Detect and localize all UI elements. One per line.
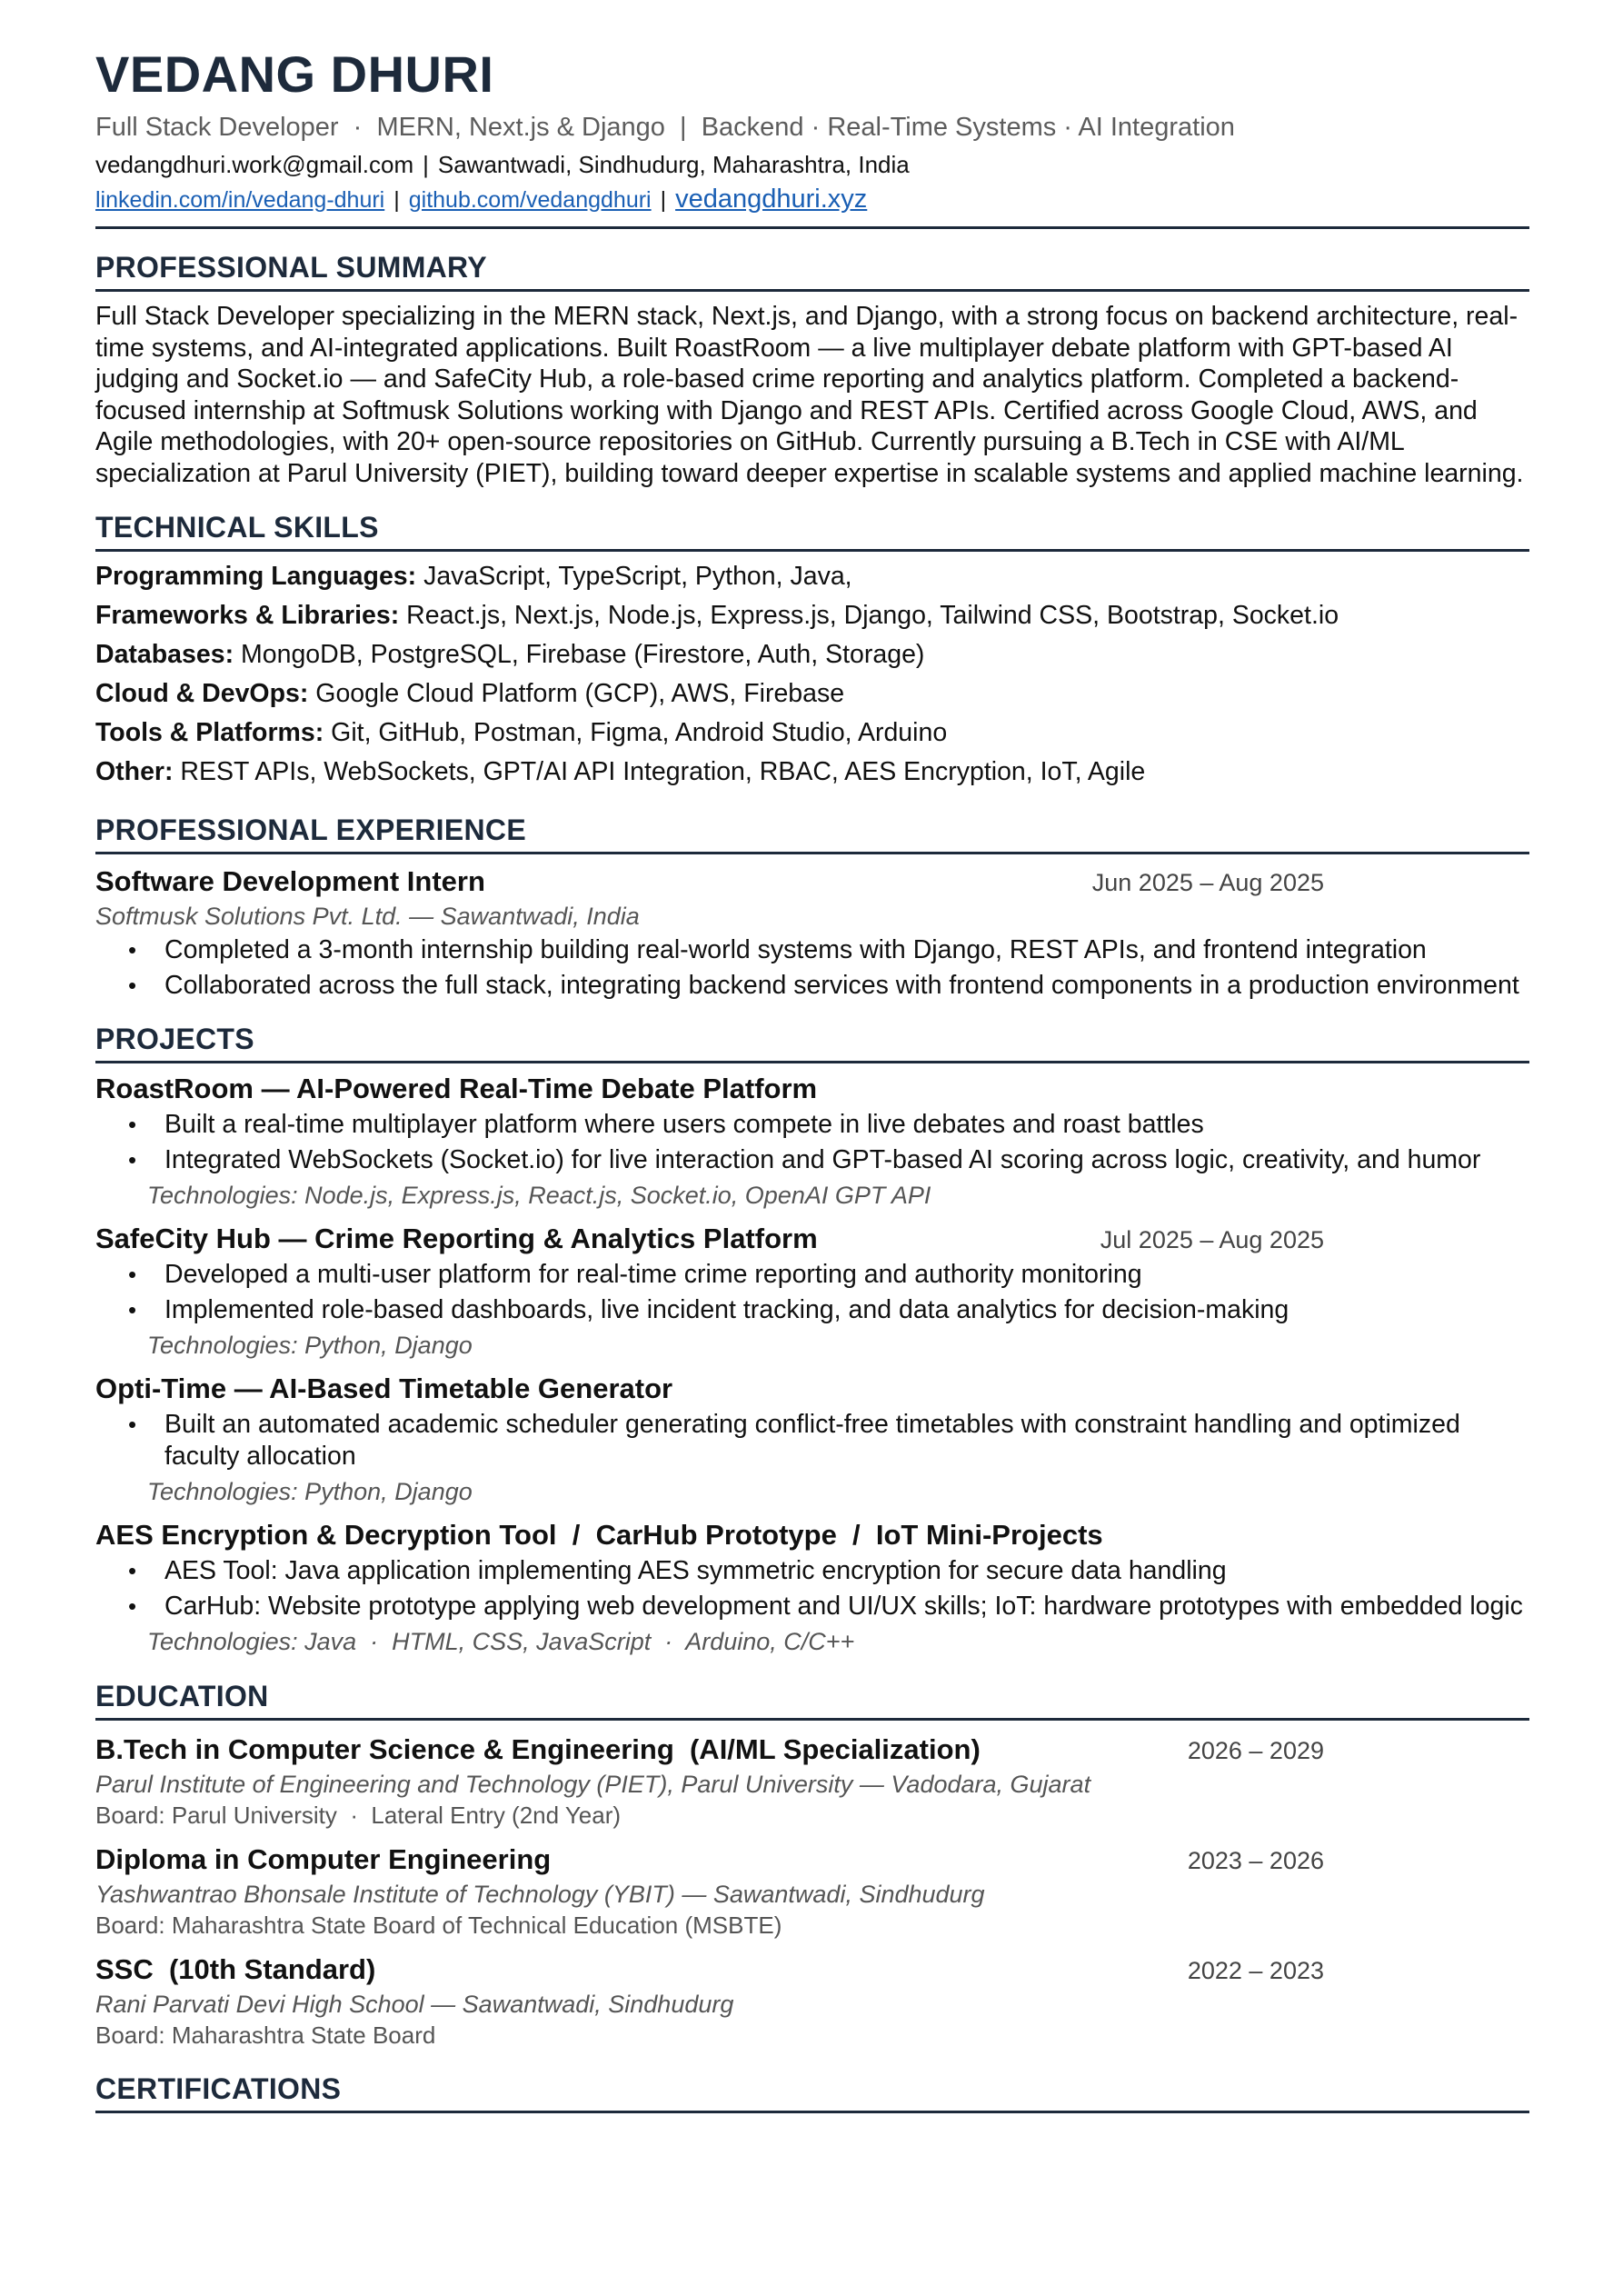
bullet-item: • Collaborated across the full stack, integrating backend services with frontend components in a production environment: [95, 970, 1529, 1002]
bullet-item: • Implemented role-based dashboards, live incident tracking, and data analytics for decision-making: [95, 1294, 1529, 1326]
project-header: [95, 1221, 1529, 1257]
skill-value: Google Cloud Platform (GCP), AWS, Firebase: [315, 679, 845, 708]
skill-label: Programming Languages:: [95, 562, 417, 591]
summary-text: Full Stack Developer specializing in the MERN stack, Next.js, and Django, with a strong focus on backend architecture, real-time systems, and AI-integrated applications. Built RoastRoom — a live multiplayer debate platform with GPT-based AI judging and Socket.io — and SafeCity Hub, a role-based crime reporting and analytics platform. Completed a backend-focused internship at Softmusk Solutions working with Django and REST APIs. Certified across Google Cloud, AWS, and Agile methodologies, with 20+ open-source repositories on GitHub. Currently pursuing a B.Tech in CSE with AI/ML specialization at Parul University (PIET), building toward deeper expertise in scalable systems and applied machine learning.: [95, 302, 1524, 488]
section-title-experience: PROFESSIONAL EXPERIENCE: [95, 812, 1529, 854]
skills-list: [95, 557, 1529, 792]
bullet-item: • AES Tool: Java application implementing AES symmetric encryption for secure data handling: [95, 1555, 1529, 1587]
education-degree: B.Tech in Computer Science & Engineering (AI/ML Specialization): [95, 1733, 981, 1765]
education-dates: 2026 – 2029: [1187, 1737, 1324, 1764]
education-entry: [95, 1842, 1529, 1941]
skill-row: [95, 557, 1529, 596]
education-degree: SSC (10th Standard): [95, 1953, 376, 1985]
header-divider: [95, 226, 1529, 229]
skill-row: [95, 596, 1529, 635]
education-entry: [95, 1732, 1529, 1831]
project-bullets: [95, 1259, 1529, 1325]
education-header: [95, 1952, 1529, 1988]
project-header: [95, 1071, 1529, 1107]
links-line: [95, 182, 1529, 217]
candidate-name: VEDANG DHURI: [95, 45, 494, 103]
education-entry: [95, 1952, 1529, 2051]
contact-separator: |: [423, 151, 429, 178]
project-technologies: Technologies: Python, Django: [147, 1332, 473, 1359]
experience-company: Softmusk Solutions Pvt. Ltd. — Sawantwadi, India: [95, 903, 640, 930]
skill-row: [95, 753, 1529, 792]
skill-value: Git, GitHub, Postman, Figma, Android Studio, Arduino: [331, 718, 948, 747]
education-degree: Diploma in Computer Engineering: [95, 1843, 552, 1875]
bullet-item: • Integrated WebSockets (Socket.io) for live interaction and GPT-based AI scoring across logic, creativity, and humor: [95, 1144, 1529, 1176]
project-name: RoastRoom — AI-Powered Real-Time Debate Platform: [95, 1073, 818, 1104]
website-link[interactable]: vedangdhuri.xyz: [675, 185, 868, 214]
candidate-tagline: Full Stack Developer · MERN, Next.js & Django | Backend · Real-Time Systems · AI Integration: [95, 113, 1235, 142]
education-board: Board: Parul University · Lateral Entry (2nd Year): [95, 1802, 622, 1829]
education-header: [95, 1732, 1529, 1768]
project-bullets: [95, 1109, 1529, 1175]
experience-dates: Jun 2025 – Aug 2025: [1091, 869, 1324, 896]
link-separator: |: [393, 187, 400, 213]
project-technologies: Technologies: Python, Django: [147, 1478, 473, 1505]
project-bullets: [95, 1409, 1529, 1472]
project-dates: Jul 2025 – Aug 2025: [1100, 1226, 1324, 1253]
skill-value: JavaScript, TypeScript, Python, Java,: [423, 562, 852, 591]
skill-row: [95, 635, 1529, 674]
skill-row: [95, 714, 1529, 753]
experience-bullets: [95, 934, 1529, 1001]
education-school: Parul Institute of Engineering and Technology (PIET), Parul University — Vadodara, Gujarat: [95, 1771, 1091, 1798]
education-school: Yashwantrao Bhonsale Institute of Technology (YBIT) — Sawantwadi, Sindhudurg: [95, 1881, 985, 1908]
experience-role: Software Development Intern: [95, 865, 485, 897]
section-title-projects: PROJECTS: [95, 1021, 1529, 1063]
link-separator: |: [660, 187, 667, 213]
bullet-item: • Built an automated academic scheduler generating conflict-free timetables with constraint handling and optimized faculty allocation: [95, 1409, 1529, 1472]
education-school: Rani Parvati Devi High School — Sawantwadi, Sindhudurg: [95, 1991, 734, 2018]
education-header: [95, 1842, 1529, 1878]
project-name: Opti-Time — AI-Based Timetable Generator: [95, 1373, 673, 1404]
skill-row: [95, 674, 1529, 714]
section-title-certifications: CERTIFICATIONS: [95, 2071, 1529, 2113]
skill-label: Other:: [95, 757, 174, 786]
project-technologies: Technologies: Java · HTML, CSS, JavaScript · Arduino, C/C++: [147, 1628, 855, 1655]
bullet-item: • Completed a 3-month internship building real-world systems with Django, REST APIs, and frontend integration: [95, 934, 1529, 966]
experience-entry-header: [95, 863, 1529, 900]
linkedin-link[interactable]: linkedin.com/in/vedang-dhuri: [95, 187, 385, 213]
section-title-skills: TECHNICAL SKILLS: [95, 509, 1529, 552]
education-dates: 2022 – 2023: [1187, 1957, 1324, 1984]
project-name: AES Encryption & Decryption Tool / CarHub Prototype / IoT Mini-Projects: [95, 1519, 1103, 1551]
project-header: [95, 1517, 1529, 1553]
project-bullets: [95, 1555, 1529, 1622]
project-header: [95, 1371, 1529, 1407]
skill-label: Tools & Platforms:: [95, 718, 324, 747]
education-board: Board: Maharashtra State Board: [95, 2021, 436, 2049]
skill-value: React.js, Next.js, Node.js, Express.js, Django, Tailwind CSS, Bootstrap, Socket.io: [406, 601, 1339, 630]
location-text: Sawantwadi, Sindhudurg, Maharashtra, India: [437, 151, 910, 178]
contact-line: [95, 147, 1529, 182]
bullet-item: • Developed a multi-user platform for real-time crime reporting and authority monitoring: [95, 1259, 1529, 1291]
bullet-item: • Built a real-time multiplayer platform where users compete in live debates and roast battles: [95, 1109, 1529, 1141]
bullet-item: • CarHub: Website prototype applying web development and UI/UX skills; IoT: hardware prototypes with embedded logic: [95, 1591, 1529, 1622]
skill-value: REST APIs, WebSockets, GPT/AI API Integration, RBAC, AES Encryption, IoT, Agile: [180, 757, 1146, 786]
project-technologies: Technologies: Node.js, Express.js, React.js, Socket.io, OpenAI GPT API: [147, 1182, 931, 1209]
section-title-summary: PROFESSIONAL SUMMARY: [95, 249, 1529, 292]
section-title-education: EDUCATION: [95, 1678, 1529, 1721]
education-dates: 2023 – 2026: [1187, 1847, 1324, 1874]
skill-label: Databases:: [95, 640, 234, 669]
project-name: SafeCity Hub — Crime Reporting & Analytics Platform: [95, 1223, 818, 1254]
skill-label: Cloud & DevOps:: [95, 679, 309, 708]
skill-label: Frameworks & Libraries:: [95, 601, 400, 630]
email-text: vedangdhuri.work@gmail.com: [95, 151, 414, 178]
github-link[interactable]: github.com/vedangdhuri: [408, 187, 652, 213]
skill-value: MongoDB, PostgreSQL, Firebase (Firestore, Auth, Storage): [241, 640, 925, 669]
education-board: Board: Maharashtra State Board of Technical Education (MSBTE): [95, 1912, 782, 1939]
